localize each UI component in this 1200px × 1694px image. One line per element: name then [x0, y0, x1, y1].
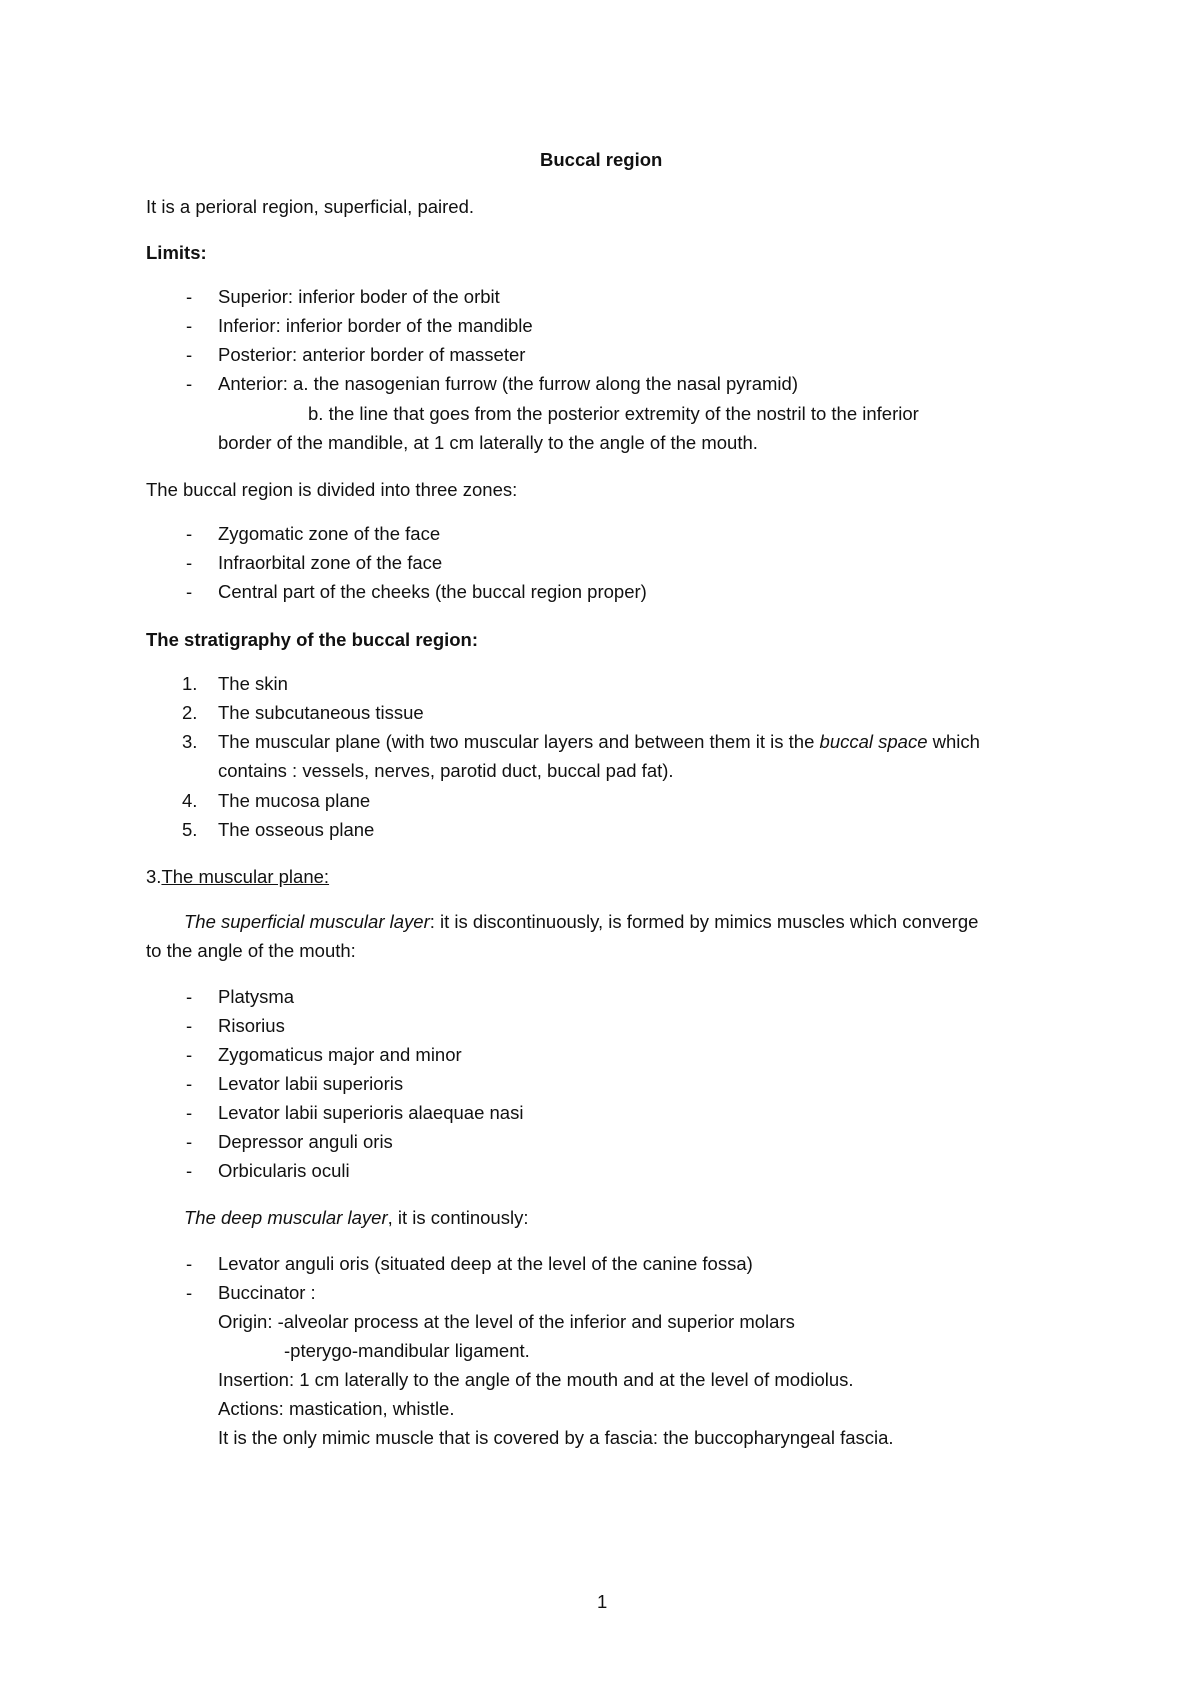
bullet-dash: - — [186, 344, 193, 365]
bullet-dash: - — [186, 552, 193, 573]
bullet-dash: - — [186, 373, 193, 394]
buccinator-actions: Actions: mastication, whistle. — [218, 1398, 455, 1419]
superficial-paragraph — [184, 910, 978, 934]
list-number: 3. — [182, 731, 198, 752]
stratum-item: The mucosa plane — [218, 790, 371, 811]
stratum-item-text: The muscular plane (with two muscular layers and between them it is the — [218, 731, 820, 752]
muscle-item: Levator labii superioris alaequae nasi — [218, 1102, 524, 1123]
bullet-dash: - — [186, 986, 193, 1007]
muscle-item: Levator labii superioris — [218, 1073, 404, 1094]
buccinator-note: It is the only mimic muscle that is covered by a fascia: the buccopharyngeal fascia. — [218, 1427, 894, 1448]
limit-posterior: Posterior: anterior border of masseter — [218, 344, 526, 365]
stratum-item: The skin — [218, 673, 288, 694]
muscular-heading — [146, 865, 329, 889]
stratum-item-continued: contains : vessels, nerves, parotid duct, buccal pad fat). — [218, 760, 674, 781]
limit-anterior-b-continued: border of the mandible, at 1 cm laterally to the angle of the mouth. — [218, 432, 758, 453]
stratigraphy-heading: The stratigraphy of the buccal region: — [146, 629, 479, 650]
muscle-item: Zygomaticus major and minor — [218, 1044, 462, 1065]
list-number: 2. — [182, 702, 198, 723]
muscle-item: Depressor anguli oris — [218, 1131, 393, 1152]
stratum-item: The subcutaneous tissue — [218, 702, 424, 723]
limits-heading: Limits: — [146, 242, 207, 263]
zones-intro: The buccal region is divided into three zones: — [146, 479, 518, 500]
bullet-dash: - — [186, 1131, 193, 1152]
limit-superior: Superior: inferior boder of the orbit — [218, 286, 500, 307]
muscle-item: Orbicularis oculi — [218, 1160, 350, 1181]
bullet-dash: - — [186, 523, 193, 544]
muscle-item: Platysma — [218, 986, 295, 1007]
zone-item: Infraorbital zone of the face — [218, 552, 443, 573]
bullet-dash: - — [186, 1160, 193, 1181]
buccinator-insertion: Insertion: 1 cm laterally to the angle of the mouth and at the level of modiolus. — [218, 1369, 854, 1390]
bullet-dash: - — [186, 315, 193, 336]
page-number: 1 — [597, 1591, 608, 1612]
muscle-item: Levator anguli oris (situated deep at the level of the canine fossa) — [218, 1253, 753, 1274]
deep-layer-term: The deep muscular layer — [184, 1207, 388, 1228]
limit-anterior-b: b. the line that goes from the posterior extremity of the nostril to the inferior — [308, 403, 919, 424]
section-title: The muscular plane: — [161, 866, 330, 887]
bullet-dash: - — [186, 1253, 193, 1274]
stratum-item — [218, 730, 980, 754]
limit-anterior: Anterior: a. the nasogenian furrow (the furrow along the nasal pyramid) — [218, 373, 798, 394]
zone-item: Central part of the cheeks (the buccal region proper) — [218, 581, 647, 602]
stratum-item: The osseous plane — [218, 819, 375, 840]
bullet-dash: - — [186, 1102, 193, 1123]
superficial-layer-text: : it is discontinuously, is formed by mimics muscles which converge — [429, 911, 979, 932]
list-number: 5. — [182, 819, 198, 840]
bullet-dash: - — [186, 581, 193, 602]
deep-paragraph — [184, 1206, 528, 1230]
deep-layer-text: , it is continously: — [387, 1207, 529, 1228]
list-number: 4. — [182, 790, 198, 811]
buccal-space-term: buccal space — [819, 731, 928, 752]
intro-paragraph: It is a perioral region, superficial, paired. — [146, 196, 475, 217]
bullet-dash: - — [186, 1015, 193, 1036]
list-number: 1. — [182, 673, 198, 694]
muscle-item: Risorius — [218, 1015, 285, 1036]
superficial-layer-term: The superficial muscular layer — [184, 911, 430, 932]
bullet-dash: - — [186, 1282, 193, 1303]
buccinator-origin-continued: -pterygo-mandibular ligament. — [284, 1340, 530, 1361]
superficial-paragraph-continued: to the angle of the mouth: — [146, 940, 356, 961]
bullet-dash: - — [186, 286, 193, 307]
section-number: 3. — [146, 866, 162, 887]
page-title: Buccal region — [540, 149, 663, 170]
bullet-dash: - — [186, 1044, 193, 1065]
bullet-dash: - — [186, 1073, 193, 1094]
muscle-item: Buccinator : — [218, 1282, 316, 1303]
stratum-item-text: which — [927, 731, 980, 752]
buccinator-origin: Origin: -alveolar process at the level of the inferior and superior molars — [218, 1311, 795, 1332]
limit-inferior: Inferior: inferior border of the mandible — [218, 315, 533, 336]
zone-item: Zygomatic zone of the face — [218, 523, 441, 544]
